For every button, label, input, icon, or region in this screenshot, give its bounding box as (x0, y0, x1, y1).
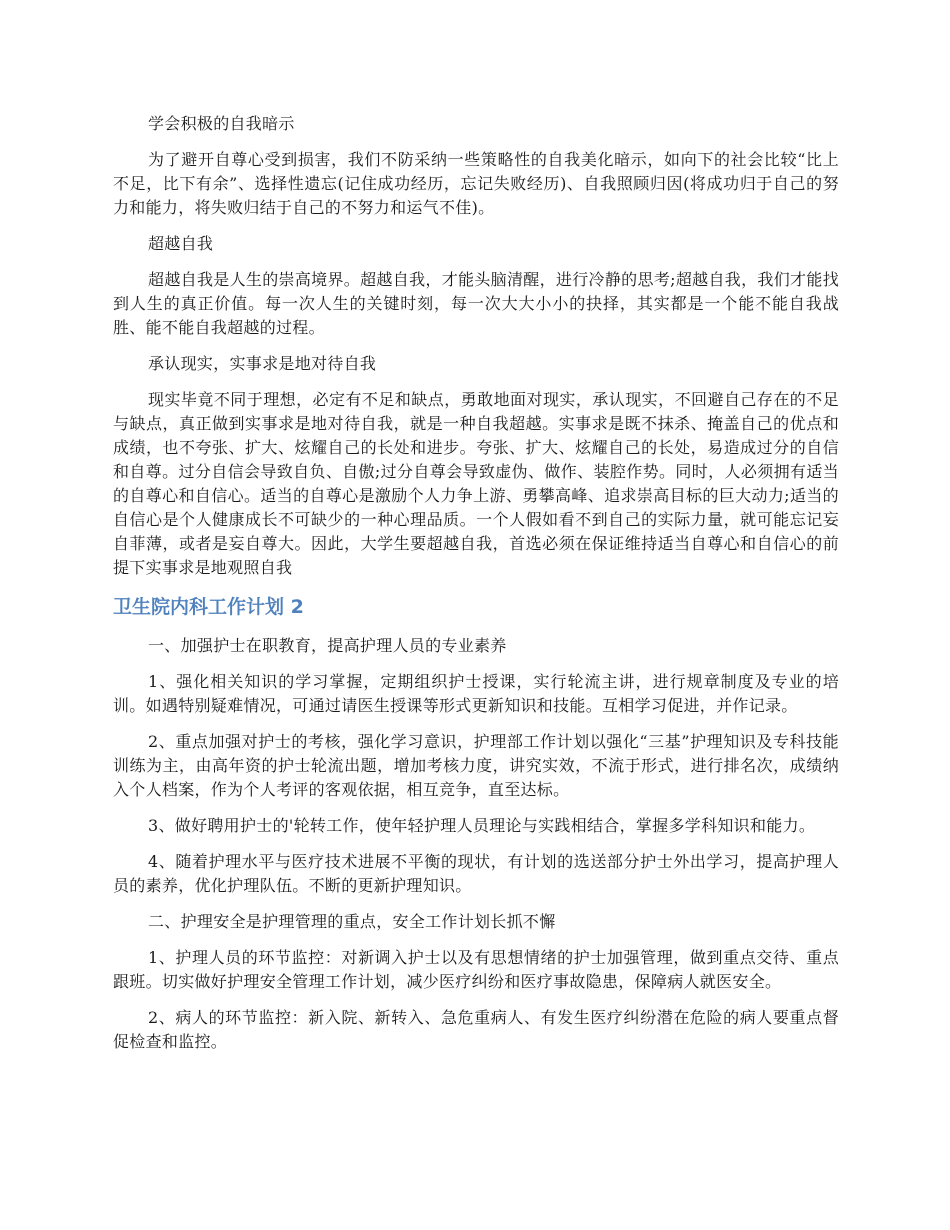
paragraph-heading: 一、加强护士在职教育，提高护理人员的专业素养 (148, 636, 507, 655)
paragraph: 2、重点加强对护士的考核，强化学习意识，护理部工作计划以强化“三基”护理知识及专科技能训练为主，由高年资的护士轮流出题，增加考核力度，讲究实效，不流于形式，进行排名次，成绩纳入个人档案，作为个人考评的客观依据，相互竞争，直至达标。 (113, 732, 839, 799)
paragraph: 1、强化相关知识的学习掌握，定期组织护士授课，实行轮流主讲，进行规章制度及专业的培训。如遇特别疑难情况，可通过请医生授课等形式更新知识和技能。互相学习促进，并作记录。 (113, 672, 839, 715)
paragraph: 为了避开自尊心受到损害，我们不防采纳一些策略性的自我美化暗示，如向下的社会比较“比上不足，比下有余”、选择性遗忘(记住成功经历，忘记失败经历)、自我照顾归因(将成功归于自己的努力和能力，将失败归结于自己的不努力和运气不佳)。 (113, 150, 839, 217)
paragraph: 3、做好聘用护士的'轮转工作，使年轻护理人员理论与实践相结合，掌握多学科知识和能力。 (148, 816, 816, 835)
document-body (113, 112, 839, 1066)
paragraph-heading: 超越自我 (148, 234, 214, 253)
paragraph-heading: 二、护理安全是护理管理的重点，安全工作计划长抓不懈 (148, 912, 556, 931)
paragraph: 1、护理人员的环节监控：对新调入护士以及有思想情绪的护士加强管理，做到重点交待、重点跟班。切实做好护理安全管理工作计划，减少医疗纠纷和医疗事故隐患，保障病人就医安全。 (113, 948, 839, 991)
paragraph-heading: 学会积极的自我暗示 (148, 114, 295, 133)
paragraph: 2、病人的环节监控：新入院、新转入、急危重病人、有发生医疗纠纷潜在危险的病人要重点督促检查和监控。 (113, 1008, 839, 1051)
paragraph: 超越自我是人生的崇高境界。超越自我，才能头脑清醒，进行冷静的思考;超越自我，我们才能找到人生的真正价值。每一次人生的关键时刻，每一次大大小小的抉择，其实都是一个能不能自我战胜、能不能自我超越的过程。 (113, 270, 839, 337)
paragraph-heading: 承认现实，实事求是地对待自我 (148, 354, 377, 373)
section-title: 卫生院内科工作计划 2 (113, 596, 304, 618)
paragraph: 4、随着护理水平与医疗技术进展不平衡的现状，有计划的选送部分护士外出学习，提高护理人员的素养，优化护理队伍。不断的更新护理知识。 (113, 852, 839, 895)
paragraph: 现实毕竟不同于理想，必定有不足和缺点，勇敢地面对现实，承认现实，不回避自己存在的不足与缺点，真正做到实事求是地对待自我，就是一种自我超越。实事求是既不抹杀、掩盖自己的优点和成绩，也不夸张、扩大、炫耀自己的长处和进步。夸张、扩大、炫耀自己的长处，易造成过分的自信和自尊。过分自信会导致自负、自傲;过分自尊会导致虚伪、做作、装腔作势。同时，人必须拥有适当的自尊心和自信心。适当的自尊心是激励个人力争上游、勇攀高峰、追求崇高目标的巨大动力;适当的自信心是个人健康成长不可缺少的一种心理品质。一个人假如看不到自己的实际力量，就可能忘记妄自菲薄，或者是妄自尊大。因此，大学生要超越自我，首选必须在保证维持适当自尊心和自信心的前提下实事求是地观照自我 (113, 390, 839, 577)
